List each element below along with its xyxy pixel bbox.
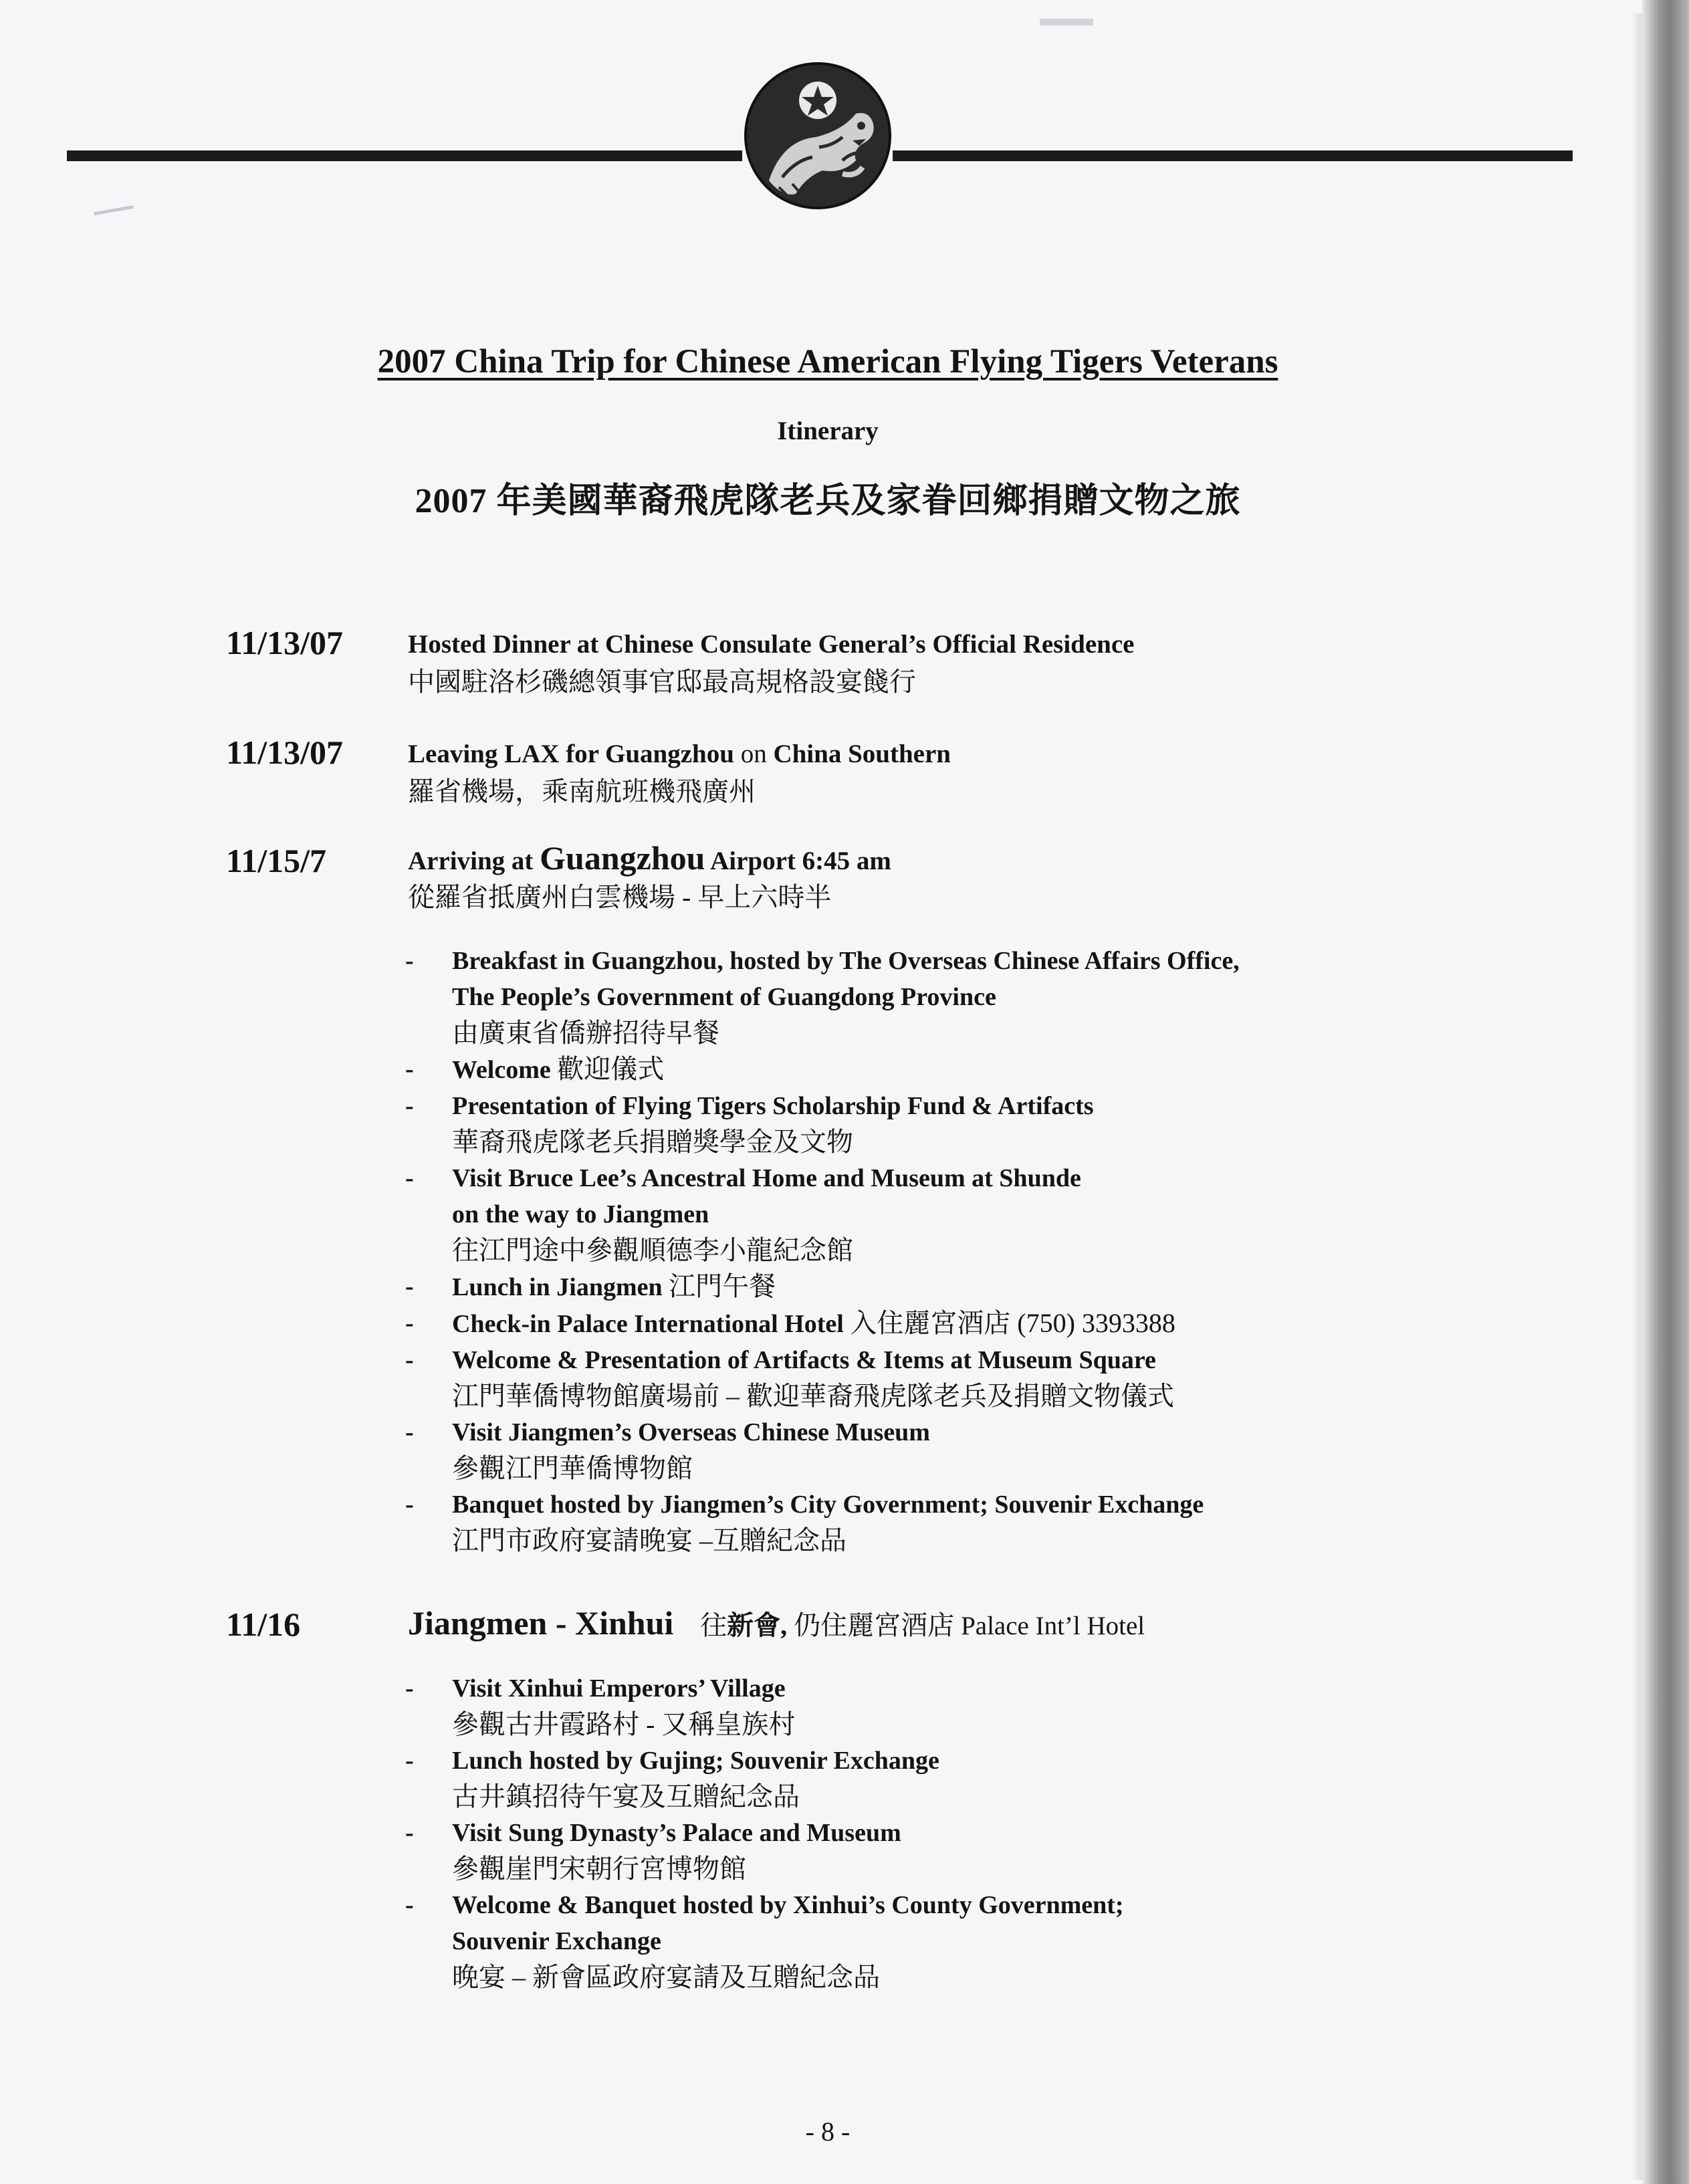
list-item: - Welcome & Presentation of Artifacts & Items at Museum Square 江門華僑博物館廣場前 – 歡迎華裔飛虎隊老兵及捐贈文物儀式: [405, 1346, 1174, 1411]
document-subtitle: Itinerary: [777, 417, 879, 445]
header-rule-right: [893, 150, 1573, 161]
scan-speck: [1040, 19, 1093, 25]
entry-hotel: Palace Int’l Hotel: [961, 1612, 1145, 1640]
bullet-list: [405, 943, 1240, 1559]
header-rule-left: [67, 150, 742, 161]
entry-date: 11/13/07: [226, 624, 344, 661]
entry-text-b: on: [734, 740, 774, 768]
entry-text: Hosted Dinner at Chinese Consulate General’s Official Residence: [408, 630, 1135, 659]
entry-text: [408, 738, 951, 770]
list-item: - Visit Xinhui Emperors’ Village 參觀古井霞路村 - 又稱皇族村: [405, 1674, 796, 1739]
list-item: - Visit Sung Dynasty’s Palace and Museum 參觀崖門宋朝行宮博物館: [405, 1819, 901, 1884]
scan-edge: [1642, 0, 1689, 2184]
entry-text-big: Jiangmen - Xinhui: [408, 1604, 674, 1642]
entry-chinese: 中國駐洛杉磯總領事官邸最高規格設宴餞行: [408, 667, 916, 697]
entry-text-big: Guangzhou: [540, 839, 705, 877]
entry-date: 11/15/7: [226, 842, 327, 879]
list-item: - Welcome & Banquet hosted by Xinhui’s County Government; Souvenir Exchange 晚宴 – 新會區政府宴請及互贈紀念品: [405, 1891, 1124, 1992]
page-number: - 8 -: [805, 2116, 851, 2147]
list-item: - Banquet hosted by Jiangmen’s City Government; Souvenir Exchange 江門市政府宴請晚宴 –互贈紀念品: [405, 1491, 1204, 1555]
chinese-title: 2007 年美國華裔飛虎隊老兵及家眷回鄉捐贈文物之旅: [415, 482, 1241, 520]
itinerary-entry: [408, 738, 951, 808]
itinerary-entry: [408, 1604, 1145, 1646]
list-item: - Lunch in Jiangmen 江門午餐: [405, 1271, 776, 1301]
list-item: - Presentation of Flying Tigers Scholarship Fund & Artifacts 華裔飛虎隊老兵捐贈獎學金及文物: [405, 1092, 1094, 1157]
list-item: - Breakfast in Guangzhou, hosted by The Overseas Chinese Affairs Office, The People’s Government of Guangdong Province 由廣東省僑辦招待早餐: [405, 947, 1240, 1048]
entry-text-a: Arriving at: [408, 847, 540, 875]
entry-date: 11/16: [226, 1606, 301, 1643]
entry-chinese-bold: 新會,: [727, 1610, 788, 1640]
entry-date: 11/13/07: [226, 734, 344, 771]
entry-chinese: 羅省機場，乘南航班機飛廣州: [408, 776, 756, 806]
entry-text-a: Leaving LAX for Guangzhou: [408, 740, 734, 768]
list-item: - Visit Bruce Lee’s Ancestral Home and Museum at Shunde on the way to Jiangmen 往江門途中參觀順德李小龍紀念館: [405, 1164, 1081, 1265]
entry-chinese-b: 仍住麗宮酒店: [787, 1610, 962, 1640]
entry-chinese-a: 往: [700, 1610, 727, 1640]
document-title: 2007 China Trip for Chinese American Flying Tigers Veterans: [377, 343, 1278, 380]
flying-tigers-emblem-icon: [742, 60, 893, 211]
itinerary-entry: [408, 629, 1135, 698]
entry-text-c: Airport 6:45 am: [705, 847, 891, 875]
itinerary-entry: [408, 840, 891, 915]
bullet-list: [405, 1670, 1124, 1995]
list-item: - Welcome 歡迎儀式: [405, 1054, 665, 1084]
entry-text: [408, 840, 891, 879]
entry-text-c: China Southern: [773, 740, 951, 768]
list-item: - Check-in Palace International Hotel 入住麗宮酒店 (750) 3393388: [405, 1308, 1175, 1338]
list-item: - Visit Jiangmen’s Overseas Chinese Museum 參觀江門華僑博物館: [405, 1418, 930, 1483]
scan-speck: [94, 205, 134, 215]
list-item: - Lunch hosted by Gujing; Souvenir Exchange 古井鎮招待午宴及互贈紀念品: [405, 1747, 939, 1812]
entry-chinese: 從羅省抵廣州白雲機場 - 早上六時半: [408, 882, 832, 912]
